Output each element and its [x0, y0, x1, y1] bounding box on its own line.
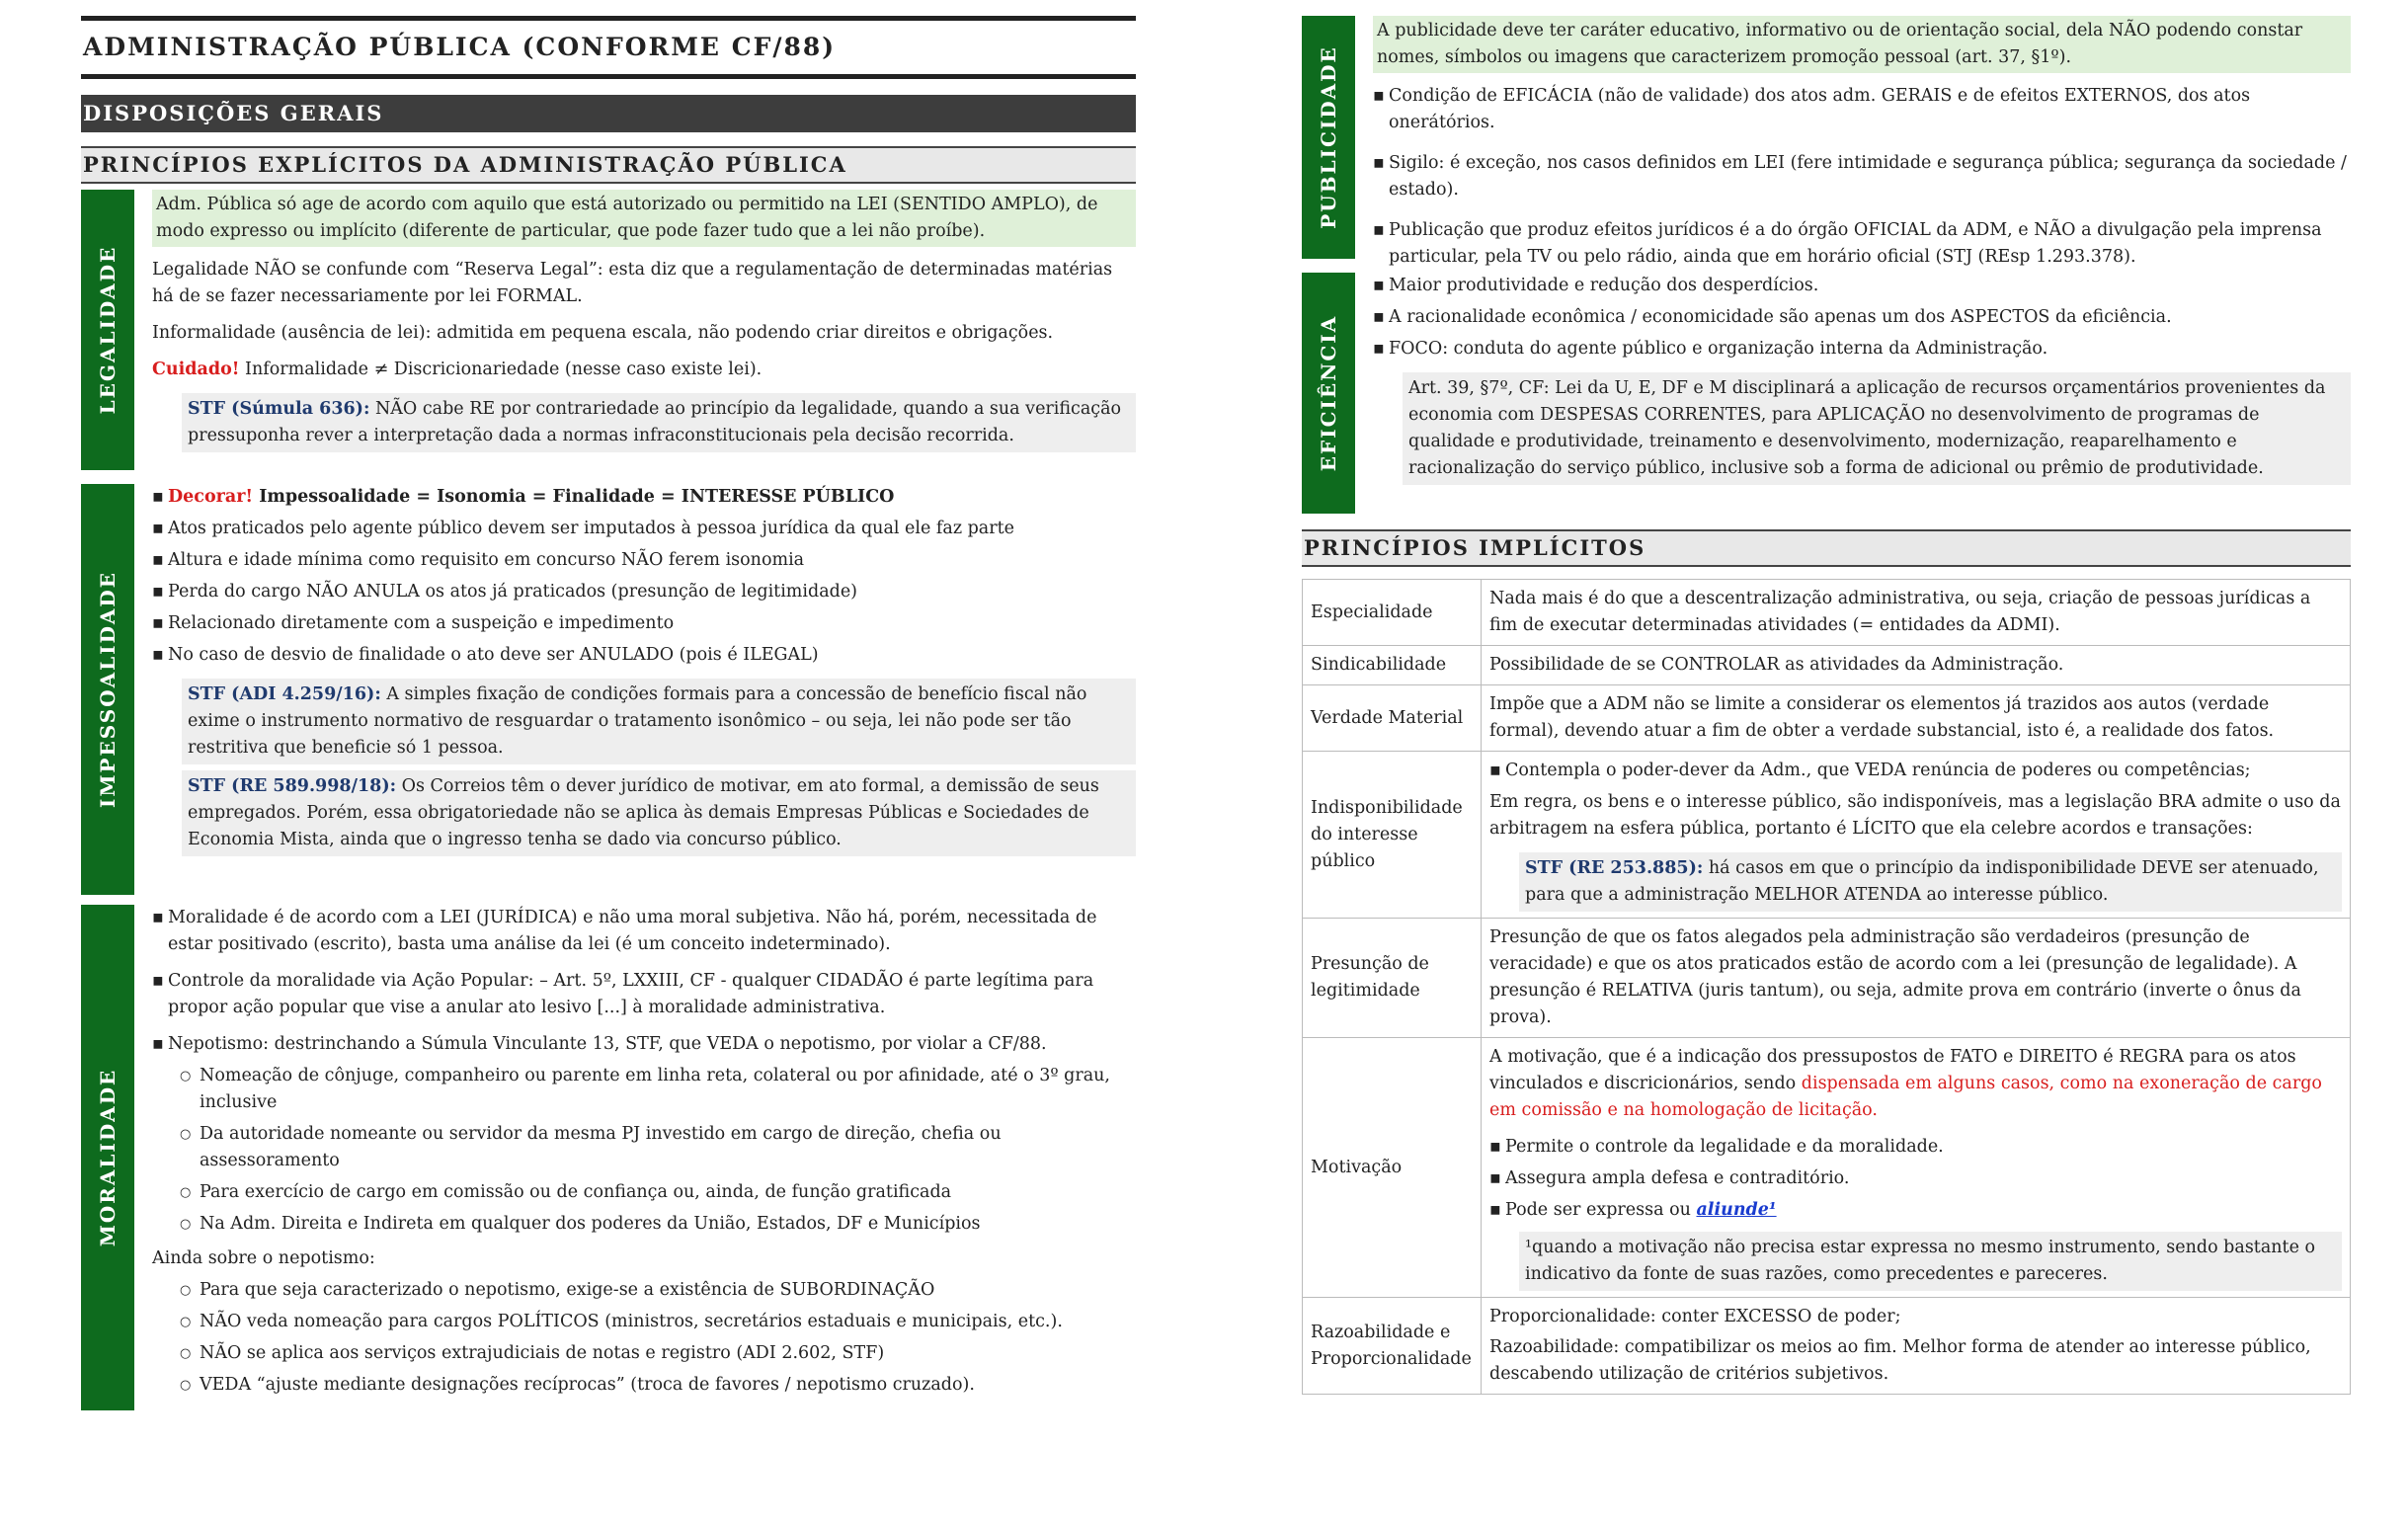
legalidade-block: [81, 190, 1136, 470]
legalidade-p1: Adm. Pública só age de acordo com aquilo que está autorizado ou permitido na LEI (SENTIDO AMPLO), de modo expresso ou implícito (diferente de particular, que pode fazer tudo que a lei não proíbe).: [152, 190, 1136, 247]
table-row: [1303, 685, 2351, 752]
aliunde-link[interactable]: aliunde¹: [1696, 1200, 1777, 1220]
list-item: ▪ Perda do cargo NÃO ANULA os atos já praticados (presunção de legitimidade): [152, 579, 1136, 605]
table-row: [1303, 919, 2351, 1038]
table-row: [1303, 752, 2351, 919]
list-item: ▪ Assegura ampla defesa e contraditório.: [1489, 1165, 2342, 1192]
legalidade-tag: LEGALIDADE: [81, 190, 134, 470]
list-item: ○ Na Adm. Direita e Indireta em qualquer dos poderes da União, Estados, DF e Municípios: [152, 1211, 1136, 1238]
indisp-bullet: ▪ Contempla o poder-dever da Adm., que VEDA renúncia de poderes ou competências;: [1489, 758, 2342, 784]
list-item: ▪ Pode ser expressa ou aliunde¹: [1489, 1197, 2342, 1224]
row-key: Indisponibilidade do interesse público: [1303, 752, 1482, 919]
row-value: [1482, 752, 2351, 919]
implicitos-table: [1302, 579, 2351, 1395]
table-row: [1303, 1038, 2351, 1298]
motivacao-note: ¹quando a motivação não precisa estar expressa no mesmo instrumento, sendo bastante o indicativo da fonte de suas razões, como precedentes e pareceres.: [1519, 1232, 2342, 1291]
list-item: ○ NÃO veda nomeação para cargos POLÍTICOS (ministros, secretários estaduais e municipais, etc.).: [152, 1309, 1136, 1335]
section-header: DISPOSIÇÕES GERAIS: [81, 95, 1136, 132]
table-row: [1303, 1298, 2351, 1395]
publicidade-p1: A publicidade deve ter caráter educativo, informativo ou de orientação social, dela NÃO podendo constar nomes, símbolos ou imagens que caracterizem promoção pessoal (art. 37, §1º).: [1373, 16, 2351, 73]
list-item: ○ Para que seja caracterizado o nepotismo, exige-se a existência de SUBORDINAÇÃO: [152, 1277, 1136, 1304]
list-item: ○ Para exercício de cargo em comissão ou de confiança ou, ainda, de função gratificada: [152, 1179, 1136, 1206]
moralidade-bullet-1: ▪ Moralidade é de acordo com a LEI (JURÍDICA) e não uma moral subjetiva. Não há, porém, necessitada de estar positivado (escrito), basta uma análise da lei (é um conceito indeterminado).: [152, 905, 1136, 958]
row-key: Razoabilidade e Proporcionalidade: [1303, 1298, 1482, 1395]
publicidade-bullet-3: ▪ Publicação que produz efeitos jurídicos é a do órgão OFICIAL da ADM, e NÃO a divulgação pela imprensa particular, pela TV ou pelo rádio, ainda que em horário oficial (STJ (REsp 1.293.378).: [1373, 217, 2351, 271]
moralidade-block: [81, 905, 1136, 1410]
publicidade-block: [1302, 16, 2351, 267]
impessoalidade-block: [81, 484, 1136, 895]
list-item: ○ VEDA “ajuste mediante designações recíprocas” (troca de favores / nepotismo cruzado).: [152, 1372, 1136, 1399]
eficiencia-tag: EFICIÊNCIA: [1302, 273, 1355, 514]
page-title: ADMINISTRAÇÃO PÚBLICA (CONFORME CF/88): [81, 16, 1136, 79]
indisp-p: Em regra, os bens e o interesse público, são indisponíveis, mas a legislação BRA admite o uso da arbitragem na esfera pública, portanto é LÍCITO que ela celebre acordos e transações:: [1489, 792, 2341, 839]
list-item: ▪ Altura e idade mínima como requisito em concurso NÃO ferem isonomia: [152, 547, 1136, 574]
indisp-stf: STF (RE 253.885): há casos em que o princípio da indisponibilidade DEVE ser atenuado, para que a administração MELHOR ATENDA ao interesse público.: [1519, 852, 2342, 912]
table-row: [1303, 646, 2351, 685]
row-value: [1482, 1298, 2351, 1395]
implicitos-header: PRINCÍPIOS IMPLÍCITOS: [1302, 529, 2351, 567]
row-value: Possibilidade de se CONTROLAR as atividades da Administração.: [1482, 646, 2351, 685]
publicidade-tag: PUBLICIDADE: [1302, 16, 1355, 259]
list-item: ▪ Atos praticados pelo agente público devem ser imputados à pessoa jurídica da qual ele faz parte: [152, 516, 1136, 542]
moralidade-ainda: Ainda sobre o nepotismo:: [152, 1248, 375, 1268]
row-key: Sindicabilidade: [1303, 646, 1482, 685]
row-key: Presunção de legitimidade: [1303, 919, 1482, 1038]
publicidade-bullet-1: ▪ Condição de EFICÁCIA (não de validade) dos atos adm. GERAIS e de efeitos EXTERNOS, dos atos onerátórios.: [1373, 83, 2351, 136]
motivacao-p: A motivação, que é a indicação dos pressupostos de FATO e DIREITO é REGRA para os atos vinculados e discricionários, sendo dispensada em alguns casos, como na exoneração de cargo em comissão e na homologação de licitação.: [1489, 1047, 2322, 1120]
list-item: ▪ No caso de desvio de finalidade o ato deve ser ANULADO (pois é ILEGAL): [152, 642, 1136, 669]
list-item: ▪ Relacionado diretamente com a suspeição e impedimento: [152, 610, 1136, 637]
table-row: [1303, 580, 2351, 646]
row-value: Presunção de que os fatos alegados pela administração são verdadeiros (presunção de veracidade) e que os atos praticados estão de acordo com a lei (presunção de legalidade). A presunção é RELATIVA (juris tantum), ou seja, admite prova em contrário (inverte o ônus da prova).: [1482, 919, 2351, 1038]
eficiencia-bullet-3: ▪ FOCO: conduta do agente público e organização interna da Administração.: [1373, 336, 2351, 362]
impessoalidade-stf-2: STF (RE 589.998/18): Os Correios têm o dever jurídico de motivar, em ato formal, a demissão de seus empregados. Porém, essa obrigatoriedade não se aplica às demais Empresas Públicas e Sociedades de Economia Mista, ainda que o ingresso tenha se dado via concurso público.: [182, 770, 1136, 856]
list-item: ○ Nomeação de cônjuge, companheiro ou parente em linha reta, colateral ou por afinidade, até o 3º grau, inclusive: [152, 1063, 1136, 1116]
list-item: ○ NÃO se aplica aos serviços extrajudiciais de notas e registro (ADI 2.602, STF): [152, 1340, 1136, 1367]
impessoalidade-tag: IMPESSOALIDADE: [81, 484, 134, 895]
list-item: ○ Da autoridade nomeante ou servidor da mesma PJ investido em cargo de direção, chefia ou assessoramento: [152, 1121, 1136, 1174]
legalidade-stf: STF (Súmula 636): NÃO cabe RE por contrariedade ao princípio da legalidade, quando a sua verificação pressuponha rever a interpretação dada a normas infraconstitucionais pela decisão recorrida.: [182, 393, 1136, 452]
list-item: ▪ Permite o controle da legalidade e da moralidade.: [1489, 1134, 2342, 1161]
impessoalidade-bullet-1: ▪ Decorar! Impessoalidade = Isonomia = Finalidade = INTERESSE PÚBLICO: [152, 484, 1136, 511]
publicidade-bullet-2: ▪ Sigilo: é exceção, nos casos definidos em LEI (fere intimidade e segurança pública; segurança da sociedade / estado).: [1373, 150, 2351, 203]
legalidade-p2: Legalidade NÃO se confunde com “Reserva Legal”: esta diz que a regulamentação de determinadas matérias há de se fazer necessariamente por lei FORMAL.: [152, 260, 1113, 306]
row-key: Motivação: [1303, 1038, 1482, 1298]
row-key: Especialidade: [1303, 580, 1482, 646]
razo-p1: Proporcionalidade: conter EXCESSO de poder;: [1489, 1307, 1901, 1326]
left-column: [81, 0, 1136, 184]
eficiencia-bullet-2: ▪ A racionalidade econômica / economicidade são apenas um dos ASPECTOS da eficiência.: [1373, 304, 2351, 331]
subsection-header: PRINCÍPIOS EXPLÍCITOS DA ADMINISTRAÇÃO PÚBLICA: [81, 146, 1136, 184]
razo-p2: Razoabilidade: compatibilizar os meios ao fim. Melhor forma de atender ao interesse público, descabendo utilização de critérios subjetivos.: [1489, 1337, 2311, 1384]
row-key: Verdade Material: [1303, 685, 1482, 752]
moralidade-bullet-3: ▪ Nepotismo: destrinchando a Súmula Vinculante 13, STF, que VEDA o nepotismo, por violar a CF/88.: [152, 1031, 1136, 1058]
row-value: Impõe que a ADM não se limite a considerar os elementos já trazidos aos autos (verdade formal), devendo atuar a fim de obter a verdade substancial, isto é, a realidade dos fatos.: [1482, 685, 2351, 752]
row-value: Nada mais é do que a descentralização administrativa, ou seja, criação de pessoas jurídicas a fim de executar determinadas atividades (= entidades da ADMI).: [1482, 580, 2351, 646]
legalidade-p4: Cuidado! Informalidade ≠ Discricionariedade (nesse caso existe lei).: [152, 360, 763, 379]
eficiencia-block: [1302, 273, 2351, 514]
moralidade-tag: MORALIDADE: [81, 905, 134, 1410]
eficiencia-bullet-1: ▪ Maior produtividade e redução dos desperdícios.: [1373, 273, 2351, 299]
legalidade-p3: Informalidade (ausência de lei): admitida em pequena escala, não podendo criar direitos e obrigações.: [152, 323, 1054, 343]
eficiencia-art: Art. 39, §7º, CF: Lei da U, E, DF e M disciplinará a aplicação de recursos orçamentários provenientes da economia com DESPESAS CORRENTES, para APLICAÇÃO no desenvolvimento de programas de qualidade e produtividade, treinamento e desenvolvimento, modernização, reaparelhamento e racionalização do serviço público, inclusive sob a forma de adicional ou prêmio de produtividade.: [1403, 372, 2351, 485]
moralidade-bullet-2: ▪ Controle da moralidade via Ação Popular: – Art. 5º, LXXIII, CF - qualquer CIDADÃO é parte legítima para propor ação popular que vise a anular ato lesivo [...] à moralidade administrativa.: [152, 968, 1136, 1021]
impessoalidade-stf-1: STF (ADI 4.259/16): A simples fixação de condições formais para a concessão de benefício fiscal não exime o instrumento normativo de resguardar o tratamento isonômico – ou seja, lei não pode ser tão restritiva que beneficie só 1 pessoa.: [182, 679, 1136, 764]
row-value: [1482, 1038, 2351, 1298]
